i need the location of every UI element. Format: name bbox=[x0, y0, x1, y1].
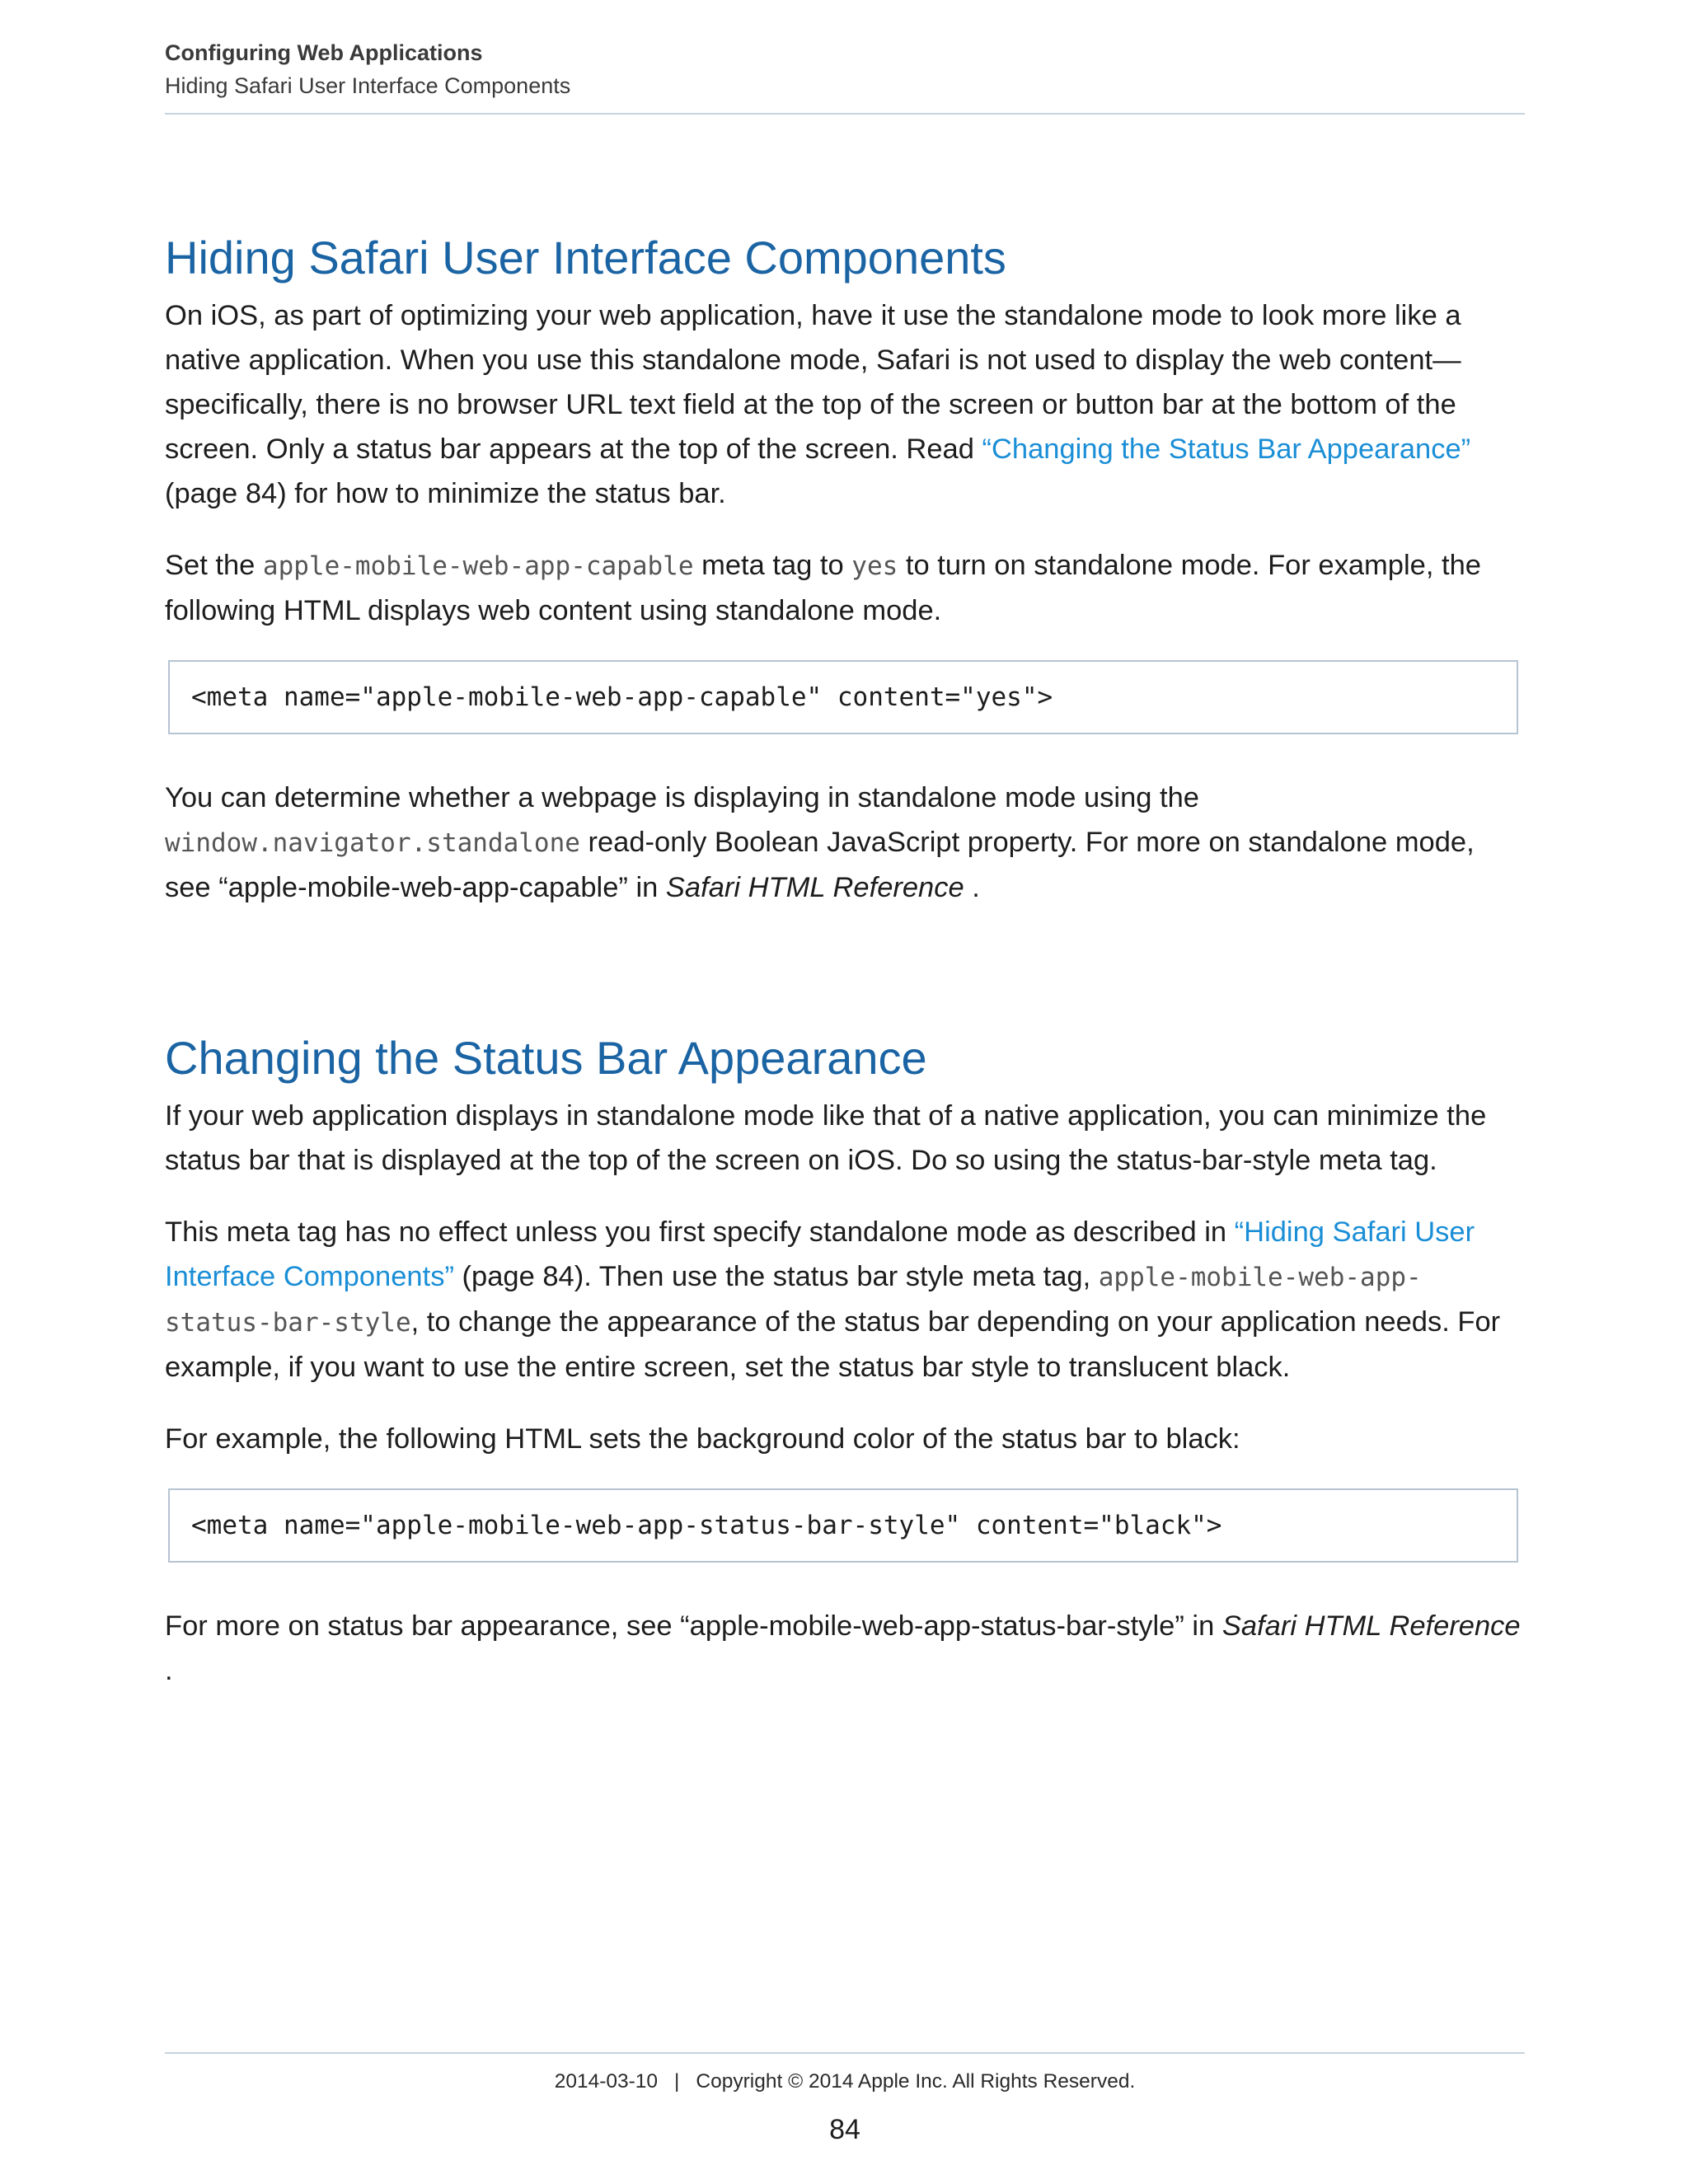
paragraph-more-status-bar bbox=[165, 1604, 1525, 1693]
code-block-status-bar-style bbox=[168, 1488, 1518, 1563]
text-run: (page 84). Then use the status bar style meta tag, bbox=[453, 1261, 1099, 1292]
reference-title: Safari HTML Reference bbox=[665, 872, 964, 903]
running-header bbox=[165, 36, 1525, 102]
text-run: (page 84) for how to minimize the status bar. bbox=[165, 478, 726, 509]
link-hiding-safari-ui[interactable]: “Hiding Safari User Interface Components” bbox=[165, 1216, 1475, 1292]
code-line: <meta name="apple-mobile-web-app-status-bar-style" content="black"> bbox=[191, 1511, 1222, 1540]
inline-code-navigator: window.navigator.standalone bbox=[165, 828, 580, 858]
text-run: Set the bbox=[165, 550, 263, 581]
paragraph-example-black: For example, the following HTML sets the background color of the status bar to black: bbox=[165, 1423, 1240, 1455]
paragraph-meta-tag-effect bbox=[165, 1210, 1525, 1390]
text-run: read-only Boolean JavaScript property. For more on standalone mode, see “apple-mobile-web-app-capable” in bbox=[165, 827, 1475, 903]
inline-code-capable: apple-mobile-web-app-capable bbox=[262, 551, 694, 581]
page-number: 84 bbox=[829, 2114, 860, 2145]
text-run: You can determine whether a webpage is displaying in standalone mode using the bbox=[165, 782, 1199, 813]
text-run: , to change the appearance of the status bar depending on your application needs. For example, if you want to use the entire screen, set the status bar style to translucent black. bbox=[165, 1306, 1501, 1383]
footer-separator: | bbox=[674, 2070, 680, 2093]
section-heading-hiding-safari-ui: Hiding Safari User Interface Components bbox=[165, 232, 1006, 284]
footer-date: 2014-03-10 bbox=[554, 2070, 659, 2093]
inline-code-yes: yes bbox=[851, 551, 898, 581]
paragraph-set-capable bbox=[165, 543, 1525, 633]
code-line: <meta name="apple-mobile-web-app-capable" content="yes"> bbox=[191, 682, 1053, 712]
inline-code-status-bar-style: apple-mobile-web-app-status-bar-style bbox=[165, 1263, 1422, 1338]
page-footer bbox=[165, 2067, 1525, 2097]
text-run: meta tag to bbox=[693, 550, 852, 581]
text-run: This meta tag has no effect unless you first specify standalone mode as described in bbox=[165, 1216, 1235, 1248]
code-block-capable bbox=[168, 660, 1518, 734]
chapter-title: Configuring Web Applications bbox=[165, 40, 483, 65]
paragraph-standalone-intro bbox=[165, 293, 1525, 516]
text-run: For more on status bar appearance, see “apple-mobile-web-app-status-bar-style” in bbox=[165, 1610, 1222, 1642]
footer-copyright: Copyright © 2014 Apple Inc. All Rights Reserved. bbox=[696, 2070, 1136, 2093]
text-run: . bbox=[964, 872, 980, 903]
reference-title: Safari HTML Reference bbox=[1221, 1610, 1521, 1642]
footer-divider bbox=[165, 2052, 1525, 2054]
section-title: Hiding Safari User Interface Components bbox=[165, 73, 571, 98]
section-heading-status-bar: Changing the Status Bar Appearance bbox=[165, 1032, 927, 1084]
paragraph-navigator-standalone bbox=[165, 776, 1525, 910]
main-content bbox=[165, 223, 1525, 1720]
paragraph-status-bar-intro: If your web application displays in standalone mode like that of a native application, you can minimize the status bar that is displayed at the top of the screen on iOS. Do so using the status-bar-style meta tag. bbox=[165, 1100, 1487, 1176]
text-run: On iOS, as part of optimizing your web application, have it use the standalone mode to look more like a native application. When you use this standalone mode, Safari is not used to display the web content—specifically, there is no browser URL text field at the top of the screen or button bar at the bottom of the screen. Only a status bar appears at the top of the screen. Read bbox=[165, 300, 1461, 465]
text-run: to turn on standalone mode. For example, the following HTML displays web content using standalone mode. bbox=[165, 550, 1481, 626]
header-divider bbox=[165, 113, 1525, 115]
text-run: . bbox=[165, 1655, 173, 1686]
section-spacer bbox=[165, 937, 1525, 1023]
link-changing-status-bar[interactable]: “Changing the Status Bar Appearance” bbox=[982, 434, 1471, 465]
